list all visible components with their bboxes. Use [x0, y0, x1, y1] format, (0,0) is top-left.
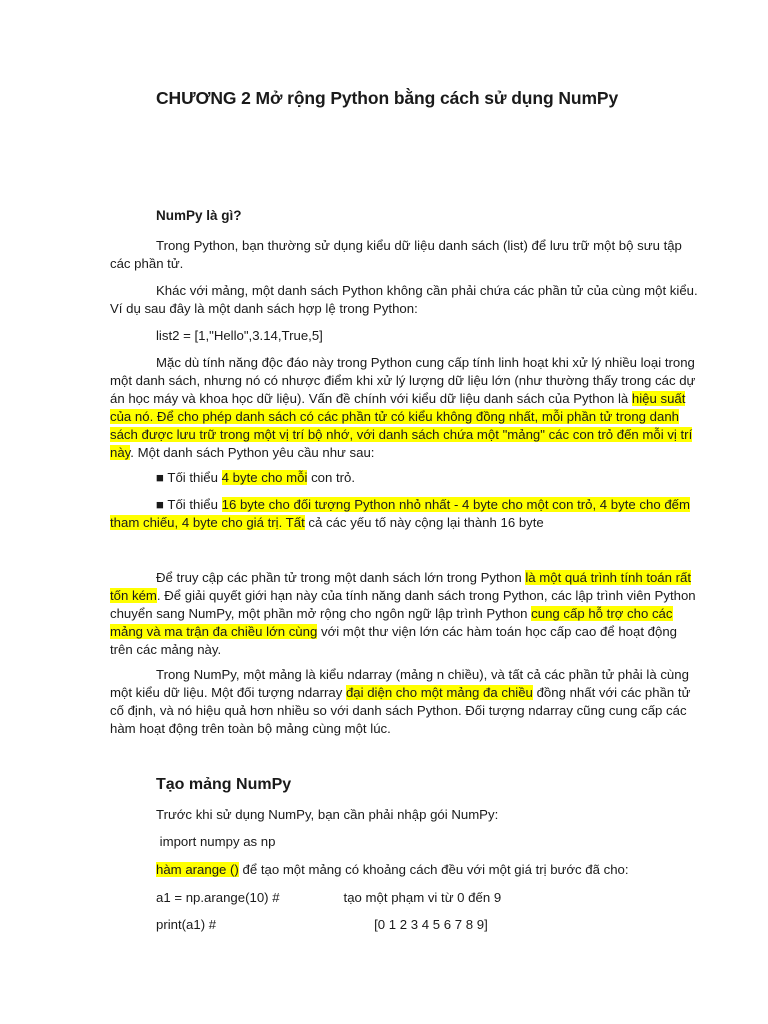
paragraph-access-text-b: . Để giải quyết giới hạn này của tính năng danh sách trong Python, các lập trình viên Python chuyển sang NumPy, một phần mở rộng cho ngôn ngữ lập trình Python [110, 588, 696, 621]
highlight-performance: hiệu suất của nó. Để cho phép danh sách có các phần tử có kiểu không đồng nhất, mỗi phần tử trong danh sách được lưu trữ trong một vị trí bộ nhớ, với danh sách chứa một "mảng" các con trỏ đến mỗi vị trí này [110, 391, 693, 460]
highlight-expensive: là một quá trình tính toán rất tốn kém [110, 570, 692, 603]
paragraph-access-text-c: với một thư viện lớn các hàm toán học cấp cao để hoạt động trên các mảng này. [110, 624, 677, 657]
paragraph-ndarray-text-a: Trong NumPy, một mảng là kiểu ndarray (mảng n chiều), và tất cả các phần tử phải là cùng một kiểu dữ liệu. Một đối tượng ndarray [110, 667, 689, 700]
bullet-object-text-a: ■ Tối thiểu [156, 497, 222, 512]
highlight-multidim-support: cung cấp hỗ trợ cho các mảng và ma trận đa chiều lớn cùng [110, 606, 673, 639]
code-list-example: list2 = [1,"Hello",3.14,True,5] [156, 328, 323, 343]
paragraph-performance-text-a: Mặc dù tính năng độc đáo này trong Python cung cấp tính linh hoạt khi xử lý nhiều loại trong một danh sách, nhưng nó có nhược điểm khi xử lý lượng dữ liệu lớn (như thường thấy trong các dự án học máy và khoa học dữ liệu). Vấn đề chính với kiểu dữ liệu danh sách của Python là [110, 355, 696, 406]
code-import: import numpy as np [156, 834, 276, 849]
bullet-object-size [110, 496, 700, 532]
bullet-pointer-text-b: con trỏ. [307, 470, 356, 485]
code-arange-comment: tạo một phạm vi từ 0 đến 9 [343, 890, 502, 905]
bullet-pointer-text-a: ■ Tối thiểu [156, 470, 222, 485]
code-print: print(a1) # [156, 917, 217, 932]
highlight-object-size: 16 byte cho đối tượng Python nhỏ nhất - 4 byte cho một con trỏ, 4 byte cho đếm tham chiếu, 4 byte cho giá trị. Tất [110, 497, 690, 530]
section-heading-create-arrays: Tạo mảng NumPy [156, 776, 292, 793]
paragraph-intro: Trong Python, bạn thường sử dụng kiểu dữ liệu danh sách (list) để lưu trữ một bộ sưu tập các phần tử. [110, 238, 682, 271]
paragraph-ndarray [110, 666, 700, 738]
code-arange: a1 = np.arange(10) # [156, 890, 280, 905]
bullet-object-text-b: cả các yếu tố này cộng lại thành 16 byte [304, 515, 544, 530]
highlight-pointer-size: 4 byte cho mỗi [221, 470, 308, 485]
code-print-line [110, 916, 746, 934]
code-arange-line [110, 889, 746, 907]
paragraph-list-types: Khác với mảng, một danh sách Python không cần phải chứa các phần tử của cùng một kiểu. Ví dụ sau đây là một danh sách hợp lệ trong Python: [110, 283, 698, 316]
chapter-title: CHƯƠNG 2 Mở rộng Python bằng cách sử dụng NumPy [156, 88, 619, 108]
bullet-pointer-size [110, 469, 746, 487]
paragraph-performance-text-b: . Một danh sách Python yêu cầu như sau: [130, 445, 375, 460]
paragraph-ndarray-text-b: đồng nhất với các phần tử cố định, và nó hiệu quả hơn nhiều so với danh sách Python. Đối tượng ndarray cũng cung cấp các hàm hoạt động trên toàn bộ mảng cùng một lúc. [110, 685, 691, 736]
highlight-multidim-array: đại diện cho một mảng đa chiều [345, 685, 533, 700]
paragraph-access-text-a: Để truy cập các phần tử trong một danh sách lớn trong Python [156, 570, 526, 585]
section-heading-what-is-numpy: NumPy là gì? [156, 208, 242, 223]
paragraph-arange [110, 861, 746, 879]
highlight-arange: hàm arange () [156, 862, 239, 877]
paragraph-performance [110, 354, 700, 462]
paragraph-arange-text: để tạo một mảng có khoảng cách đều với một giá trị bước đã cho: [238, 862, 629, 877]
paragraph-import-note: Trước khi sử dụng NumPy, bạn cần phải nhập gói NumPy: [156, 807, 499, 822]
paragraph-access-cost [110, 569, 700, 659]
code-print-output: [0 1 2 3 4 5 6 7 8 9] [374, 917, 488, 932]
